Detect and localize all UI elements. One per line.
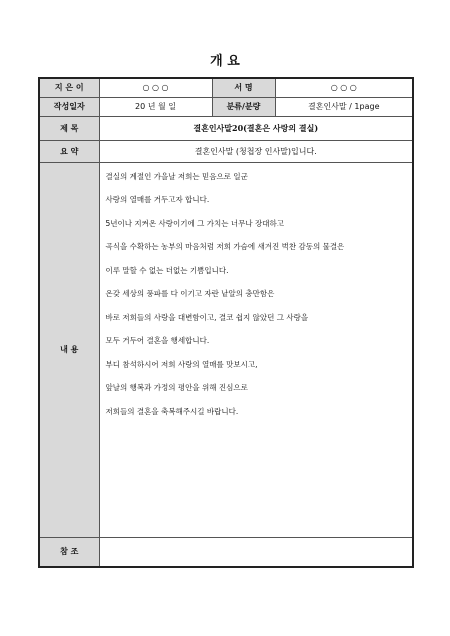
date-value: 20 년 월 일 xyxy=(99,97,212,116)
signature-value: ○ ○ ○ xyxy=(275,78,413,97)
summary-form-table xyxy=(38,77,414,568)
content-body xyxy=(100,163,413,434)
page-title: 개 요 xyxy=(210,54,240,69)
content-line: 곡식을 수확하는 농부의 마음처럼 저희 가슴에 새겨진 벅찬 감동의 물결은 xyxy=(105,242,345,251)
content-line: 사랑의 열매를 거두고자 합니다. xyxy=(105,195,210,204)
content-cell xyxy=(99,162,413,537)
title-value: 결혼인사말20(결혼은 사랑의 결실) xyxy=(99,116,413,140)
content-line: 앞날의 행복과 가정의 평안을 위해 진심으로 xyxy=(105,383,248,392)
category-label: 분류/분량 xyxy=(212,97,275,116)
reference-label: 참 조 xyxy=(39,537,99,567)
summary-value: 결혼인사말 (청첩장 인사말)입니다. xyxy=(99,140,413,162)
content-line: 이루 말할 수 없는 더없는 기쁨입니다. xyxy=(105,265,229,275)
author-value: ○ ○ ○ xyxy=(99,78,212,97)
content-line: 부디 참석하시어 저희 사랑의 열매를 맛보시고, xyxy=(105,359,258,369)
author-label: 지 은 이 xyxy=(39,78,99,97)
summary-label: 요 약 xyxy=(39,140,99,162)
content-line: 바로 저희들의 사랑을 대변함이고, 결코 쉽지 않았던 그 사랑을 xyxy=(105,312,309,322)
content-line: 모두 거두어 결혼을 행세합니다. xyxy=(105,336,210,345)
category-value: 결혼인사말 / 1page xyxy=(275,97,413,116)
signature-label: 서 명 xyxy=(212,78,275,97)
content-line: 저희들의 결혼을 축복해주시길 바랍니다. xyxy=(105,406,239,416)
content-label: 내 용 xyxy=(39,162,99,537)
content-line: 결실의 계절인 가을날 저희는 믿음으로 일군 xyxy=(105,171,248,181)
content-line: 5년이나 지켜온 사랑이기에 그 가치는 너무나 장대하고 xyxy=(105,218,284,228)
reference-value xyxy=(99,537,413,567)
title-label: 제 목 xyxy=(39,116,99,140)
date-label: 작성일자 xyxy=(39,97,99,116)
content-line: 온갖 세상의 풍파를 다 이기고 자란 낱알의 충만함은 xyxy=(105,289,275,298)
